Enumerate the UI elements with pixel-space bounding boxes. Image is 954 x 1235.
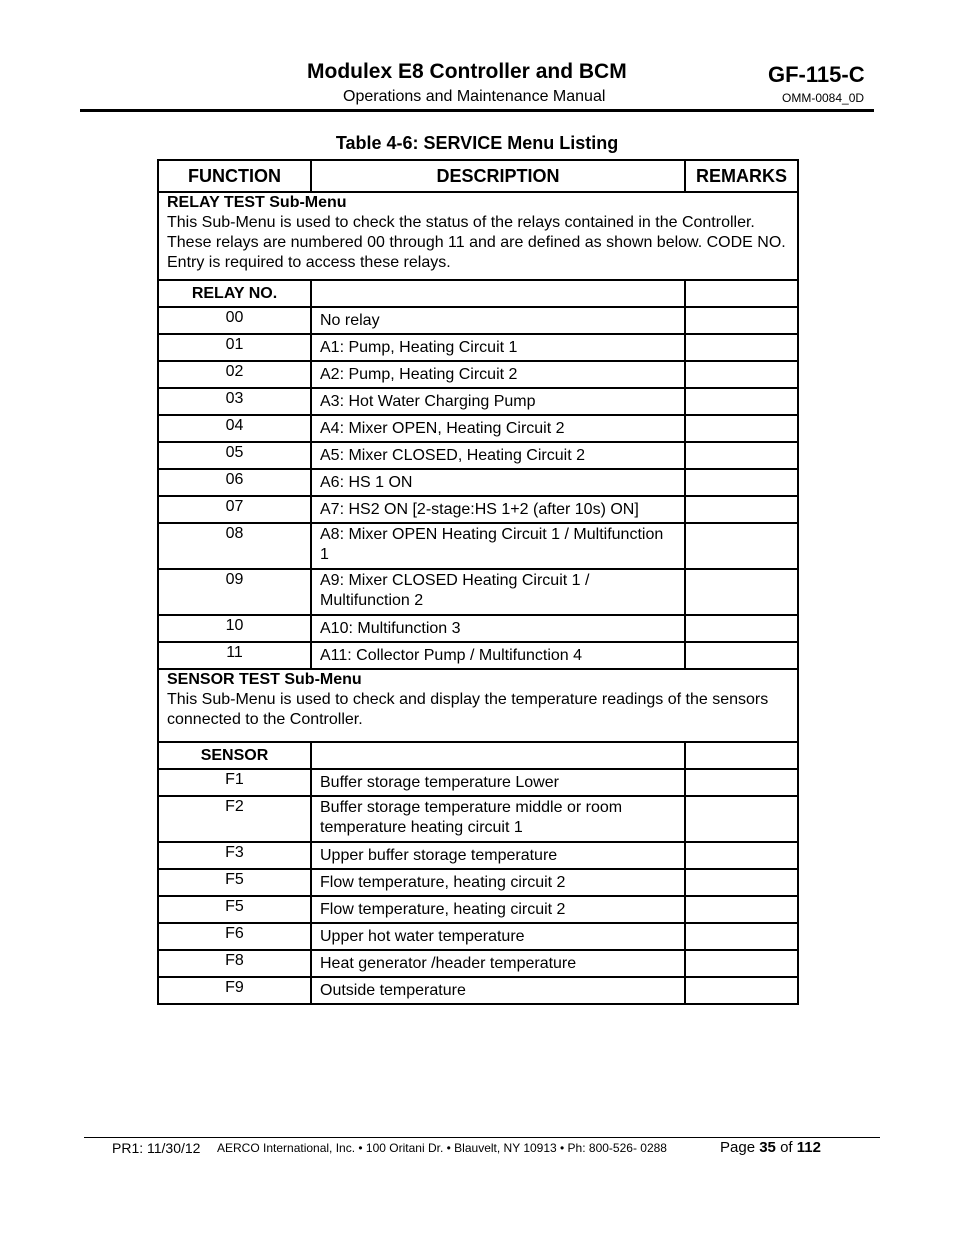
relay-description: A4: Mixer OPEN, Heating Circuit 2 (311, 415, 685, 442)
relay-number: 09 (158, 569, 311, 615)
sensor-remarks (685, 923, 798, 950)
relay-remarks (685, 361, 798, 388)
sensor-description: Buffer storage temperature Lower (311, 769, 685, 796)
sensor-remarks (685, 769, 798, 796)
header-description: DESCRIPTION (311, 160, 685, 192)
sensor-column-row (158, 742, 798, 769)
relay-description: A9: Mixer CLOSED Heating Circuit 1 / Multifunction 2 (311, 569, 685, 615)
relay-remarks (685, 642, 798, 669)
relay-description: A2: Pump, Heating Circuit 2 (311, 361, 685, 388)
sensor-column-blank-remarks (685, 742, 798, 769)
relay-remarks (685, 523, 798, 569)
table-caption: Table 4-6: SERVICE Menu Listing (335, 133, 619, 153)
relay-remarks (685, 442, 798, 469)
relay-row (158, 361, 798, 388)
sensor-remarks (685, 842, 798, 869)
sensor-section-title: SENSOR TEST Sub-Menu (167, 671, 362, 688)
page-number (720, 1139, 821, 1156)
relay-row (158, 469, 798, 496)
sensor-remarks (685, 869, 798, 896)
relay-description: A10: Multifunction 3 (311, 615, 685, 642)
sensor-number: F6 (158, 923, 311, 950)
relay-remarks (685, 415, 798, 442)
sensor-description: Flow temperature, heating circuit 2 (311, 896, 685, 923)
relay-number: 11 (158, 642, 311, 669)
relay-row (158, 334, 798, 361)
relay-remarks (685, 307, 798, 334)
document-number: OMM-0084_0D (782, 91, 865, 105)
relay-row (158, 388, 798, 415)
document-title: Modulex E8 Controller and BCM (307, 60, 627, 83)
relay-section-title: RELAY TEST Sub-Menu (167, 194, 347, 211)
sensor-description: Upper buffer storage temperature (311, 842, 685, 869)
sensor-row (158, 896, 798, 923)
relay-section-description: This Sub-Menu is used to check the status of the relays contained in the Controller. These relays are numbered 00 through 11 and are defined as shown below. CODE NO. Entry is required to access these relays. (167, 214, 786, 271)
relay-row (158, 307, 798, 334)
footer-divider (84, 1137, 880, 1138)
relay-number: 06 (158, 469, 311, 496)
service-menu-table (157, 159, 799, 1005)
header-remarks: REMARKS (685, 160, 798, 192)
sensor-remarks (685, 796, 798, 842)
sensor-column-blank (311, 742, 685, 769)
page-current: 35 (759, 1139, 776, 1156)
sensor-description: Flow temperature, heating circuit 2 (311, 869, 685, 896)
relay-number: 02 (158, 361, 311, 388)
sensor-number: F2 (158, 796, 311, 842)
relay-column-blank (311, 280, 685, 307)
relay-remarks (685, 388, 798, 415)
relay-row (158, 523, 798, 569)
page-of: of (780, 1139, 793, 1156)
sensor-row (158, 977, 798, 1004)
relay-row (158, 415, 798, 442)
relay-description: A11: Collector Pump / Multifunction 4 (311, 642, 685, 669)
relay-number: 01 (158, 334, 311, 361)
sensor-remarks (685, 896, 798, 923)
sensor-section-row (158, 669, 798, 742)
relay-description: A3: Hot Water Charging Pump (311, 388, 685, 415)
sensor-row (158, 869, 798, 896)
relay-number: 03 (158, 388, 311, 415)
relay-number: 05 (158, 442, 311, 469)
relay-section-row (158, 192, 798, 280)
relay-remarks (685, 496, 798, 523)
relay-description: A6: HS 1 ON (311, 469, 685, 496)
sensor-remarks (685, 950, 798, 977)
relay-row (158, 642, 798, 669)
sensor-remarks (685, 977, 798, 1004)
relay-description: No relay (311, 307, 685, 334)
relay-description: A8: Mixer OPEN Heating Circuit 1 / Multifunction 1 (311, 523, 685, 569)
sensor-description: Buffer storage temperature middle or room temperature heating circuit 1 (311, 796, 685, 842)
relay-remarks (685, 334, 798, 361)
sensor-number: F8 (158, 950, 311, 977)
relay-column-blank-remarks (685, 280, 798, 307)
sensor-description: Outside temperature (311, 977, 685, 1004)
revision-date: PR1: 11/30/12 (112, 1140, 201, 1156)
relay-column-row (158, 280, 798, 307)
sensor-column-label: SENSOR (158, 742, 311, 769)
relay-row (158, 615, 798, 642)
relay-description: A7: HS2 ON [2-stage:HS 1+2 (after 10s) ON] (311, 496, 685, 523)
company-address: AERCO International, Inc. • 100 Oritani Dr. • Blauvelt, NY 10913 • Ph: 800-526- 0288 (217, 1141, 667, 1155)
relay-description: A5: Mixer CLOSED, Heating Circuit 2 (311, 442, 685, 469)
relay-number: 04 (158, 415, 311, 442)
sensor-number: F5 (158, 869, 311, 896)
sensor-row (158, 769, 798, 796)
relay-remarks (685, 469, 798, 496)
relay-section-cell (158, 192, 798, 280)
sensor-number: F3 (158, 842, 311, 869)
document-code: GF-115-C (768, 62, 865, 87)
header-divider (80, 109, 874, 112)
sensor-number: F9 (158, 977, 311, 1004)
page-prefix: Page (720, 1139, 756, 1156)
sensor-section-description: This Sub-Menu is used to check and display the temperature readings of the sensors connected to the Controller. (167, 691, 769, 728)
relay-row (158, 496, 798, 523)
document-subtitle: Operations and Maintenance Manual (343, 88, 606, 105)
relay-row (158, 442, 798, 469)
sensor-row (158, 950, 798, 977)
relay-number: 08 (158, 523, 311, 569)
sensor-number: F1 (158, 769, 311, 796)
sensor-description: Upper hot water temperature (311, 923, 685, 950)
page-total: 112 (796, 1139, 821, 1156)
relay-number: 00 (158, 307, 311, 334)
table-header-row (158, 160, 798, 192)
header-function: FUNCTION (158, 160, 311, 192)
relay-row (158, 569, 798, 615)
relay-remarks (685, 615, 798, 642)
relay-number: 10 (158, 615, 311, 642)
sensor-section-cell (158, 669, 798, 742)
relay-column-label: RELAY NO. (158, 280, 311, 307)
relay-remarks (685, 569, 798, 615)
sensor-number: F5 (158, 896, 311, 923)
relay-description: A1: Pump, Heating Circuit 1 (311, 334, 685, 361)
sensor-row (158, 796, 798, 842)
relay-number: 07 (158, 496, 311, 523)
sensor-row (158, 923, 798, 950)
sensor-row (158, 842, 798, 869)
sensor-description: Heat generator /header temperature (311, 950, 685, 977)
